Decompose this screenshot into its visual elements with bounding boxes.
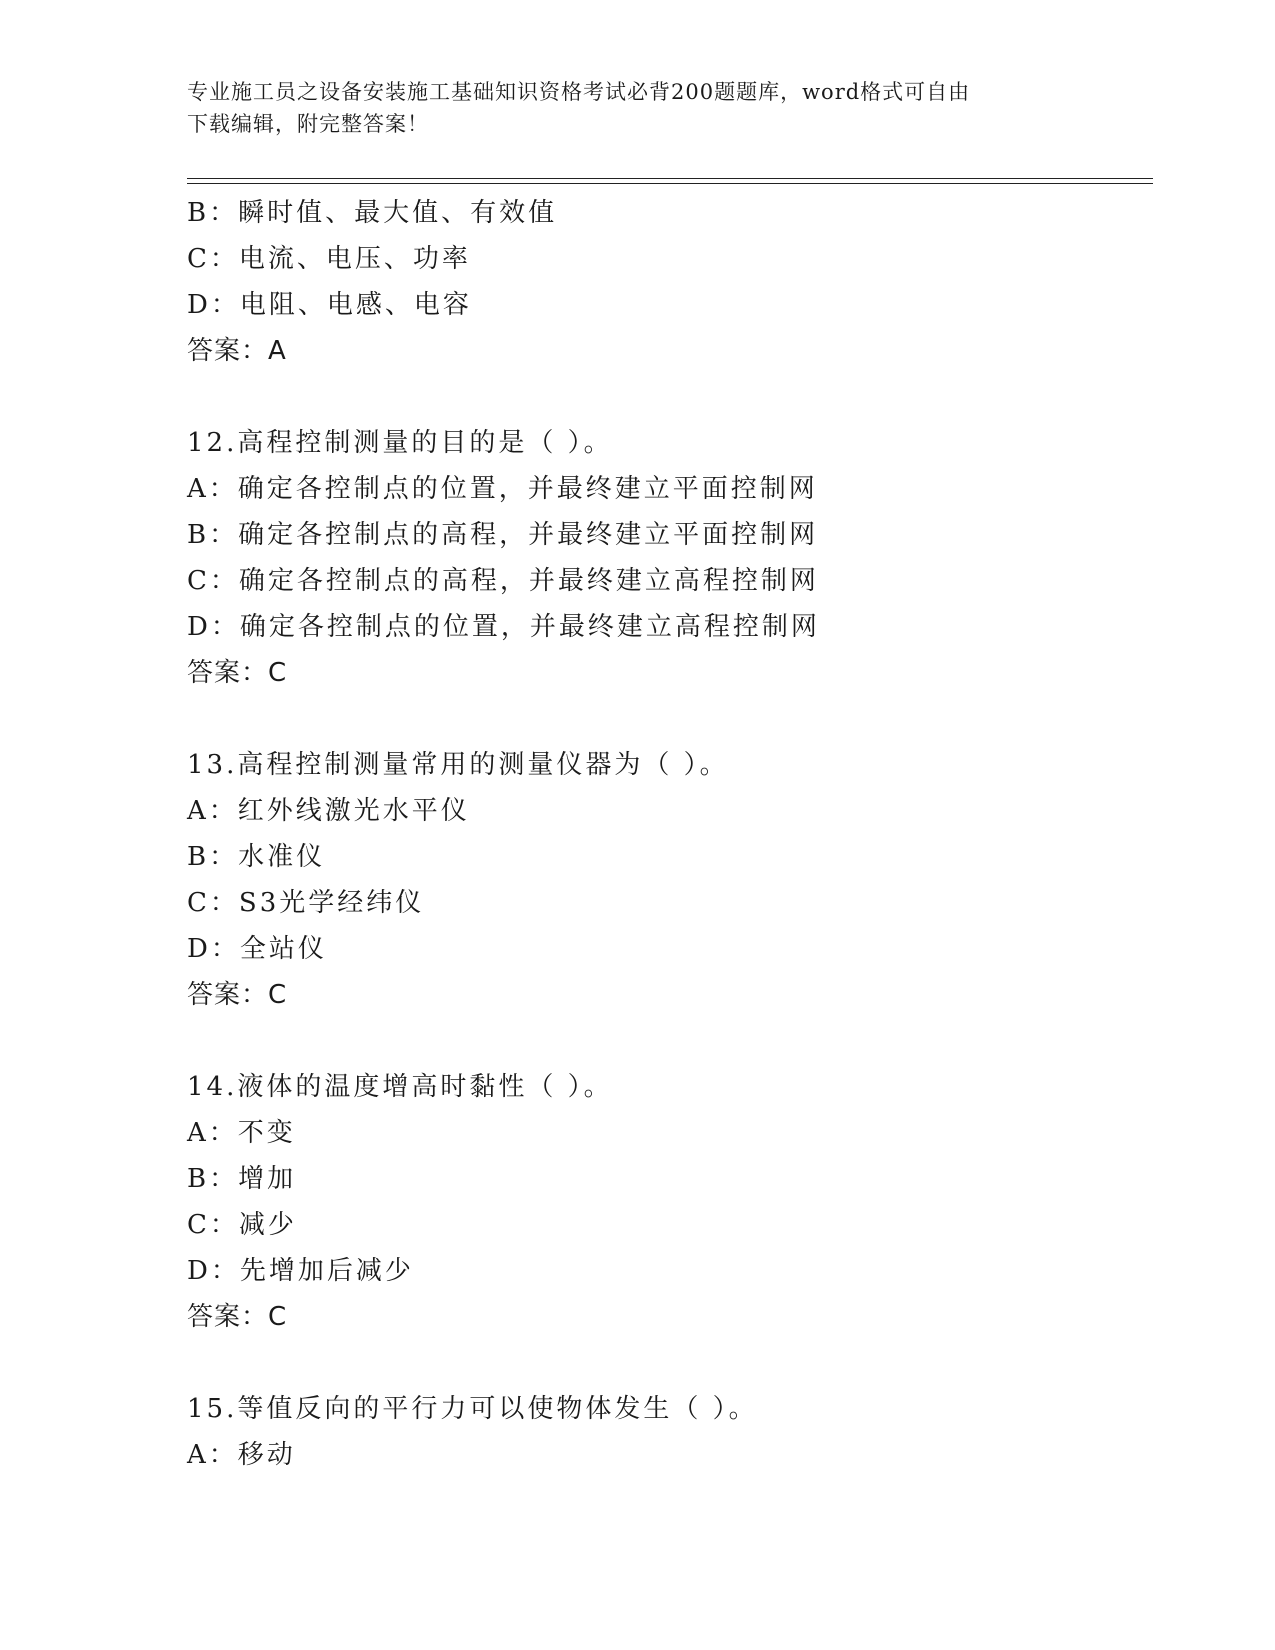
question-15 — [187, 1386, 1137, 1478]
question-13 — [187, 742, 1137, 1018]
option-d: D：先增加后减少 — [187, 1256, 414, 1286]
header-divider-top — [187, 178, 1153, 179]
option-c: C：电流、电压、功率 — [187, 244, 471, 274]
spacer — [187, 1340, 1137, 1386]
option-d: D：全站仪 — [187, 934, 327, 964]
header-divider-bottom — [187, 183, 1153, 184]
question-content — [187, 190, 1137, 1478]
option-a: A：不变 — [187, 1118, 296, 1148]
option-c: C：S3光学经纬仪 — [187, 888, 425, 918]
option-d: D：确定各控制点的位置，并最终建立高程控制网 — [187, 612, 820, 642]
option-b: B：确定各控制点的高程，并最终建立平面控制网 — [187, 520, 819, 550]
answer: 答案：A — [187, 336, 287, 366]
answer: 答案：C — [187, 980, 288, 1010]
spacer — [187, 1018, 1137, 1064]
option-c: C：确定各控制点的高程，并最终建立高程控制网 — [187, 566, 819, 596]
question-11-continued — [187, 190, 1137, 374]
option-b: B：水准仪 — [187, 842, 326, 872]
option-c: C：减少 — [187, 1210, 297, 1240]
option-a: A：移动 — [187, 1440, 296, 1470]
question-stem: 14.液体的温度增高时黏性（ ）。 — [187, 1072, 613, 1102]
header-title-line-2: 下载编辑，附完整答案！ — [187, 112, 429, 136]
question-12 — [187, 420, 1137, 696]
question-14 — [187, 1064, 1137, 1340]
question-stem: 15.等值反向的平行力可以使物体发生（ ）。 — [187, 1394, 758, 1424]
question-stem: 12.高程控制测量的目的是（ ）。 — [187, 428, 613, 458]
option-a: A：确定各控制点的位置，并最终建立平面控制网 — [187, 474, 818, 504]
spacer — [187, 374, 1137, 420]
option-b: B：瞬时值、最大值、有效值 — [187, 198, 558, 228]
header-title-line-1: 专业施工员之设备安装施工基础知识资格考试必背200题题库，word格式可自由 — [187, 80, 971, 104]
answer: 答案：C — [187, 1302, 288, 1332]
option-d: D：电阻、电感、电容 — [187, 290, 472, 320]
answer: 答案：C — [187, 658, 288, 688]
question-stem: 13.高程控制测量常用的测量仪器为（ ）。 — [187, 750, 729, 780]
spacer — [187, 696, 1137, 742]
option-a: A：红外线激光水平仪 — [187, 796, 470, 826]
option-b: B：增加 — [187, 1164, 297, 1194]
document-header — [187, 76, 1067, 140]
